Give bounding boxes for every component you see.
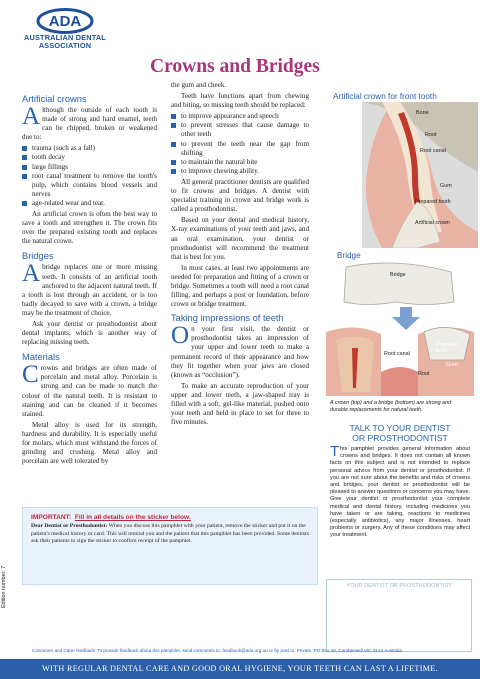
important-instruction: Fill in all details on the sticker below. <box>74 514 191 521</box>
drop-cap: A <box>22 103 41 130</box>
materials-p1 <box>22 361 157 419</box>
list-item: to improve appearance and speech <box>171 112 309 121</box>
drop-cap: C <box>22 361 39 389</box>
label-bone: Bone <box>416 110 429 116</box>
label-bridge-root: Root <box>418 371 430 377</box>
talk-heading-line1: TALK TO YOUR DENTIST <box>349 423 451 433</box>
list-item: to prevent stresses that cause damage to other teeth <box>171 121 309 139</box>
list-item: trauma (such as a fall) <box>22 144 157 153</box>
talk-heading <box>330 424 470 443</box>
col2-p1: Teeth have functions apart from chewing and biting, so missing teeth should be replaced: <box>171 92 309 110</box>
figure-caption: A crown (top) and a bridge (bottom) are strong and durable replacements for natural teeth. <box>330 400 452 413</box>
text: bridge replaces one or more missing teeth. It consists of an artificial tooth anchored to the adjacent natural teeth. If a tooth is lost through an accident, or is too badly decayed to save with a crown, a bridge may be the treatment of choice. <box>22 263 157 317</box>
label-root-canal: Root canal <box>420 148 446 154</box>
col2-p0: the gum and cheek. <box>171 81 227 89</box>
list-item: age-related wear and tear. <box>22 199 157 208</box>
impressions-p1 <box>171 322 309 380</box>
label-gum: Gum <box>440 183 452 189</box>
crown-figure-title: Artificial crown for front tooth <box>333 92 437 101</box>
text: When you discuss this pamphlet with your patient, remove the sticker and put it on the patient's medical history or card. This will remind you and the patient that this pamphlet has been provided. Some dentists ask their patients to sign the sticker to confirm receipt of the pamphlet. <box>31 523 309 544</box>
edition-number: Edition number: 7 <box>1 565 7 608</box>
page-title: Crowns and Bridges <box>150 56 320 77</box>
logo-mark-text: ADA <box>48 13 82 30</box>
list-item: large fillings <box>22 163 157 172</box>
bridges-p1 <box>22 260 157 318</box>
column-2 <box>171 81 309 429</box>
dentist-sticker-box[interactable] <box>326 579 472 652</box>
list-item: to improve chewing ability. <box>171 167 309 176</box>
logo-org-line1: AUSTRALIAN DENTAL <box>24 33 106 42</box>
heading-bridges: Bridges <box>22 251 54 262</box>
talk-heading-line2: OR PROSTHODONTIST <box>352 432 448 443</box>
materials-p2: Metal alloy is used for its strength, hardness and durability. It is especially useful for molars, which must withstand the forces of grinding and crushing. Metal alloy and porcelain are well tolerated by <box>22 420 157 466</box>
drop-cap: T <box>330 443 340 460</box>
bridge-figure-title: Bridge <box>337 251 361 260</box>
important-notice <box>22 507 318 585</box>
bridge-illustration <box>326 262 474 396</box>
feedback-line: Consumer and Carer feedback: To provide feedback about this pamphlet, send comments to: feedback@ada.org.au or by post to: Private, PO Box 28, Camberwell VIC 3124 Australia <box>32 648 402 653</box>
dentist-box-header: YOUR DENTIST OR PROSTHODONTIST <box>346 583 452 589</box>
label-root: Root <box>425 132 437 138</box>
logo-org-line2: ASSOCIATION <box>38 41 92 50</box>
ada-logo-mark <box>36 8 94 34</box>
list-item: to maintain the natural bite <box>171 158 309 167</box>
label-bridge-root-canal: Root canal <box>384 351 410 357</box>
col2-p4: In most cases, at least two appointments are needed for preparation and fitting of a crown or bridge. Sometimes a tooth will need a root canal filling, and perhaps a post or foundation, before crown or bridge treatment. <box>171 263 309 309</box>
label-bridge-prepared-tooth: Prepared tooth <box>436 342 459 354</box>
list-item: tooth decay <box>22 153 157 162</box>
bridges-p2: Ask your dentist or prosthodontist about dental implants, which is another way of replacing missing teeth. <box>22 319 157 347</box>
important-lead: Dear Dentist or Prosthodontist: <box>31 523 108 530</box>
list-item: to prevent the teeth near the gap from shifting <box>171 140 309 158</box>
label-artificial-crown: Artificial crown <box>415 220 450 226</box>
heading-materials: Materials <box>22 352 60 363</box>
label-bridge-gum: Gum <box>446 362 458 368</box>
list-item: root canal treatment to remove the tooth's pulp, which contains blood vessels and nerves <box>22 172 157 199</box>
artificial-crowns-intro <box>22 103 157 142</box>
heading-impressions: Taking impressions of teeth <box>171 313 284 324</box>
drop-cap: A <box>22 260 41 288</box>
label-prepared-tooth: Prepared tooth <box>415 199 451 205</box>
footer-banner: WITH REGULAR DENTAL CARE AND GOOD ORAL HYGIENE, YOUR TEETH CAN LAST A LIFETIME. <box>0 659 480 679</box>
label-bridge: Bridge <box>390 272 406 278</box>
impressions-p2: To make an accurate reproduction of your upper and lower teeth, a jaw-shaped tray is filled with a soft, gel-like material, pushed onto your teeth and held in place to set for three to five minutes. <box>171 381 309 427</box>
col2-p3: Based on your dental and medical history, X-ray examinations of your teeth and jaws, and an oral examination, your dentist or prosthodontist will recommend the treatment that is best for you. <box>171 216 309 261</box>
heading-artificial-crowns: Artificial crowns <box>22 94 87 104</box>
important-label: IMPORTANT: <box>31 514 72 521</box>
ada-logo <box>22 8 108 50</box>
text: his pamphlet provides general information about crowns and bridges. It does not contain all known facts on this subject and is not intended to replace personal advice from your dentist or prosthodontist. If you are not sure about the benefits and risks of crowns and bridges, your dentist or prosthodontist will be pleased to answer questions or concerns you may have. Give your dentist or prosthodontist your complete medical and dental history, including medicines you have taken or are taking, reactions to medicines (especially antibiotics), any major illnesses, heart problems or surgery. Any of these conditions may affect your treatment. <box>330 446 470 539</box>
talk-body <box>330 443 470 540</box>
replacement-reasons-list <box>171 112 309 176</box>
crown-illustration <box>322 102 478 248</box>
drop-cap: O <box>171 322 190 350</box>
important-heading <box>31 514 309 521</box>
artificial-crowns-p2: An artificial crown is often the best way to save a tooth and strengthen it. The crown fits over the prepared existing tooth and replaces the natural crown. <box>22 210 157 246</box>
important-body <box>31 523 309 545</box>
text: lthough the outside of each tooth is made of strong and hard enamel, teeth can be chipped, broken or weakened due to: <box>22 106 157 142</box>
text: rowns and bridges are often made of porcelain and metal alloy. Porcelain is strong and can be made to match the colour of the natural teeth. It is resistant to staining and can be cleaned if it becomes stained. <box>22 364 157 418</box>
col2-p2: All general practitioner dentists are qualified to fit crowns and bridges. A dentist with specialist training in crown and bridge work is called a prosthodontist. <box>171 177 309 214</box>
column-1 <box>22 94 157 468</box>
text: n your first visit, the dentist or prosthodontist takes an impression of your upper and lower teeth to make a permanent record of their appearance and how they fit together when your jaws are closed (known as “occlusion”). <box>171 325 309 379</box>
crown-causes-list <box>22 144 157 208</box>
